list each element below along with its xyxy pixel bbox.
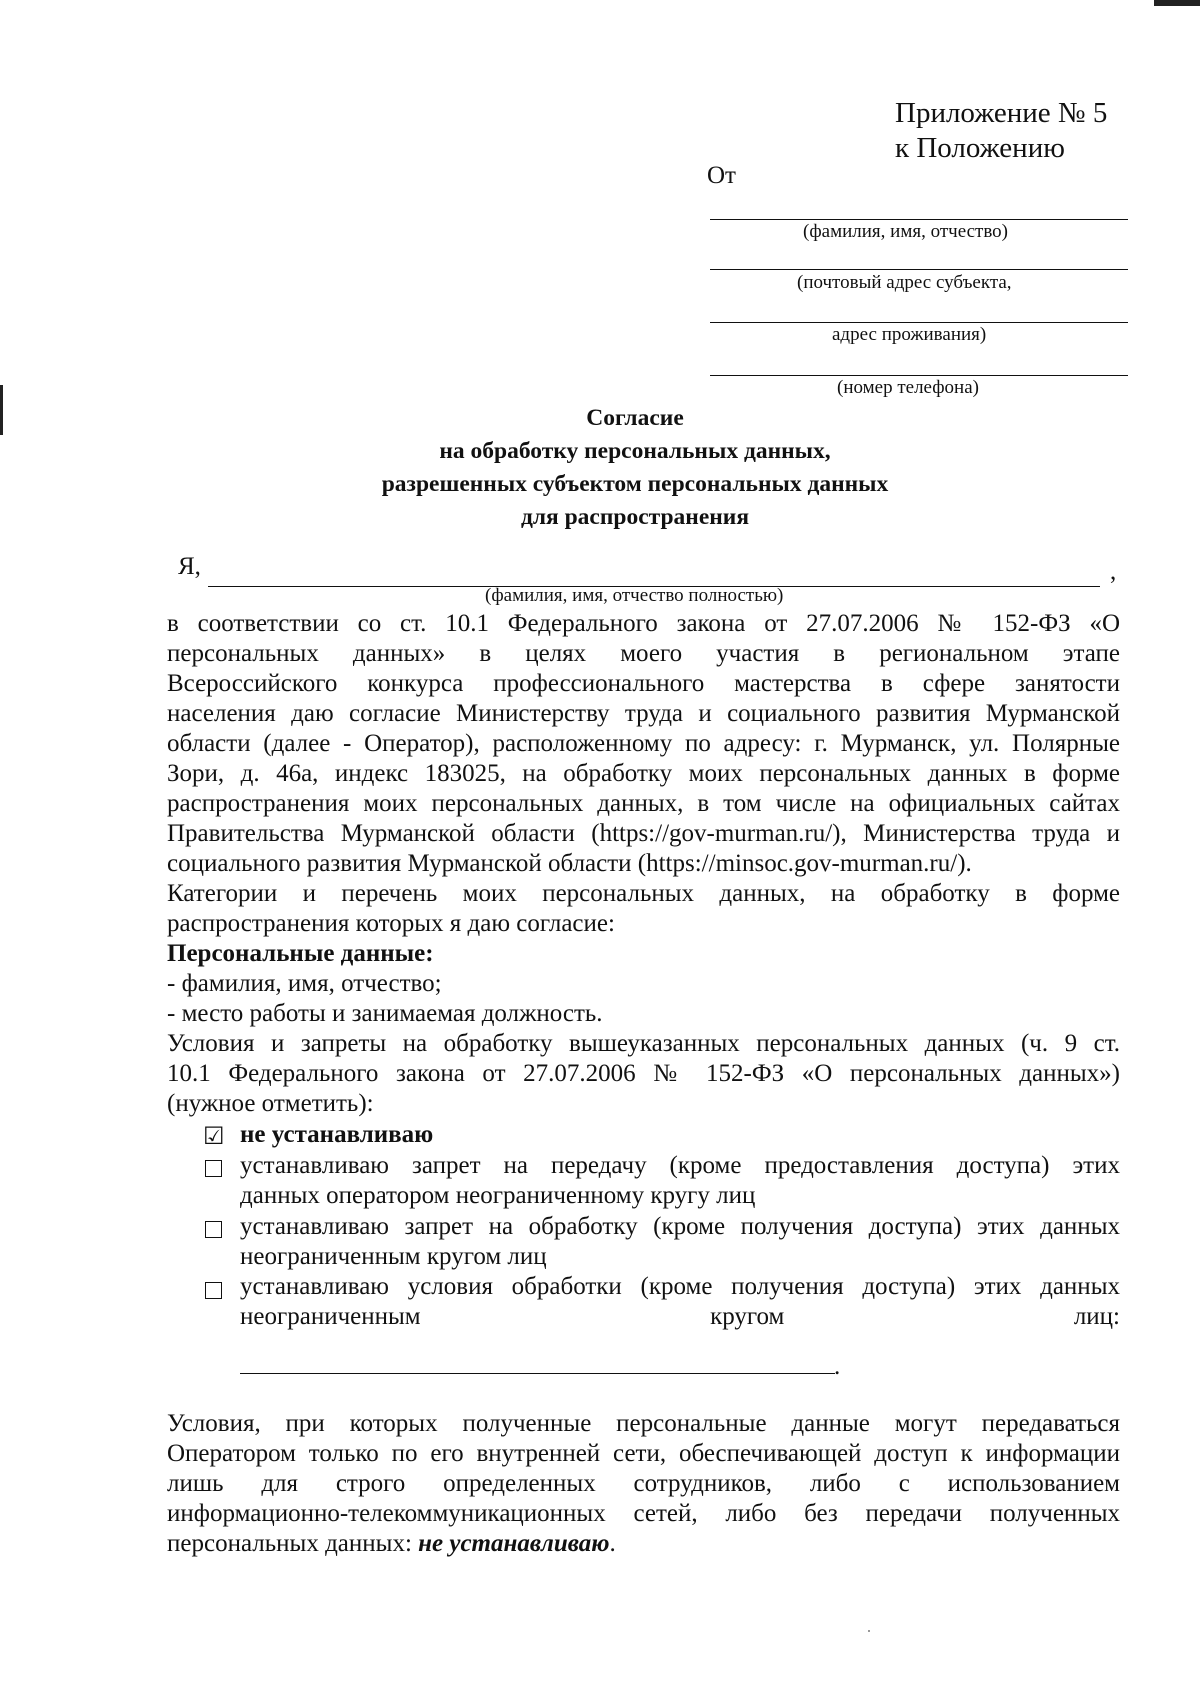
final-line-end: . bbox=[609, 1530, 616, 1557]
option-label-line: устанавливаю условия обработки (кроме получения доступа) этих данных bbox=[240, 1273, 1120, 1300]
consent-line: Зори, д. 46а, индекс 183025, на обработку моих персональных данных в форме bbox=[167, 760, 1120, 787]
conditions-line: Условия и запреты на обработку вышеуказанных персональных данных (ч. 9 ст. bbox=[167, 1030, 1120, 1057]
consent-line: населения даю согласие Министерству труда и социального развития Мурманской bbox=[167, 700, 1120, 727]
option-label-line: данных оператором неограниченному кругу лиц bbox=[240, 1182, 756, 1209]
option-checkbox[interactable] bbox=[205, 1282, 222, 1299]
address-caption-1: (почтовый адрес субъекта, bbox=[797, 272, 1012, 293]
option-label-line bbox=[240, 1302, 1120, 1332]
phone-caption: (номер телефона) bbox=[837, 377, 979, 398]
option-label bbox=[240, 1272, 1120, 1332]
ya-label: Я, bbox=[178, 553, 201, 580]
option-checkbox-checked[interactable]: ☑ bbox=[203, 1124, 225, 1150]
consent-line: в соответствии со ст. 10.1 Федерального закона от 27.07.2006 № 152-ФЗ «О bbox=[167, 610, 1120, 637]
final-line: Условия, при которых полученные персональные данные могут передаваться bbox=[167, 1410, 1120, 1437]
final-line: информационно-телекоммуникационных сетей, либо без передачи полученных bbox=[167, 1500, 1120, 1527]
subject-name-caption: (фамилия, имя, отчество полностью) bbox=[485, 585, 784, 606]
conditions-line: 10.1 Федерального закона от 27.07.2006 № 152-ФЗ «О персональных данных») bbox=[167, 1060, 1120, 1087]
option-word: неограниченным bbox=[240, 1303, 421, 1330]
categories-line: Категории и перечень моих персональных данных, на обработку в форме bbox=[167, 880, 1120, 907]
title-line-4: для распространения bbox=[520, 504, 750, 530]
phone-field-line bbox=[710, 375, 1128, 376]
final-line-start: персональных данных: bbox=[167, 1530, 419, 1557]
option-label: не устанавливаю bbox=[240, 1121, 434, 1148]
fio-field-line bbox=[710, 219, 1128, 220]
option-word: кругом bbox=[710, 1303, 785, 1330]
from-label: От bbox=[707, 162, 736, 189]
option-label-line: устанавливаю запрет на обработку (кроме получения доступа) этих данных bbox=[240, 1213, 1120, 1240]
address-field-line bbox=[710, 269, 1128, 270]
consent-line: персональных данных» в целях моего участия в региональном этапе bbox=[167, 640, 1120, 667]
title-line-1: Согласие bbox=[586, 405, 684, 431]
subject-comma: , bbox=[1110, 558, 1117, 585]
appendix-line-2: к Положению bbox=[895, 132, 1065, 164]
option-checkbox[interactable] bbox=[205, 1160, 222, 1177]
categories-line: распространения которых я даю согласие: bbox=[167, 910, 615, 937]
consent-line: Всероссийского конкурса профессионального мастерства в сфере занятости bbox=[167, 670, 1120, 697]
personal-data-item: - фамилия, имя, отчество; bbox=[167, 970, 442, 997]
address-caption-2: адрес проживания) bbox=[832, 324, 987, 345]
final-paragraph bbox=[167, 1409, 1120, 1559]
option-label bbox=[240, 1212, 1120, 1272]
appendix-line-1: Приложение № 5 bbox=[895, 97, 1108, 129]
option-checkbox[interactable] bbox=[205, 1221, 222, 1238]
consent-paragraph bbox=[167, 609, 1120, 1119]
title-line-2: на обработку персональных данных, bbox=[439, 438, 831, 464]
consent-line: распространения моих персональных данных, в том числе на официальных сайтах bbox=[167, 790, 1120, 817]
final-emphasis: не устанавливаю bbox=[418, 1530, 610, 1557]
conditions-line: (нужное отметить): bbox=[167, 1090, 374, 1117]
appendix-reference bbox=[895, 96, 1107, 166]
consent-line: социального развития Мурманской области (https://minsoc.gov-murman.ru/). bbox=[167, 850, 972, 877]
final-line: лишь для строго определенных сотрудников, либо с использованием bbox=[167, 1470, 1120, 1497]
consent-line: области (далее - Оператор), расположенному по адресу: г. Мурманск, ул. Полярные bbox=[167, 730, 1120, 757]
document-title bbox=[0, 402, 1200, 534]
title-line-3: разрешенных субъектом персональных данных bbox=[381, 471, 889, 497]
consent-line: Правительства Мурманской области (https://gov-murman.ru/), Министерства труда и bbox=[167, 820, 1120, 847]
personal-data-item: - место работы и занимаемая должность. bbox=[167, 1000, 603, 1027]
final-line: Оператором только по его внутренней сети, обеспечивающей доступ к информации bbox=[167, 1440, 1120, 1467]
address-field-line-2 bbox=[710, 322, 1128, 323]
scan-speck bbox=[868, 1630, 870, 1632]
fio-caption: (фамилия, имя, отчество) bbox=[803, 221, 1009, 242]
blank-period: . bbox=[834, 1353, 841, 1380]
personal-data-heading: Персональные данные: bbox=[167, 940, 434, 967]
final-line bbox=[167, 1529, 1120, 1559]
option-label bbox=[240, 1151, 1120, 1211]
scan-edge-mark bbox=[1154, 0, 1200, 6]
conditions-blank-line[interactable] bbox=[240, 1373, 835, 1374]
option-label-line: устанавливаю запрет на передачу (кроме предоставления доступа) этих bbox=[240, 1152, 1120, 1179]
option-word: лиц: bbox=[1073, 1303, 1120, 1330]
option-label-line: неограниченным кругом лиц bbox=[240, 1243, 547, 1270]
